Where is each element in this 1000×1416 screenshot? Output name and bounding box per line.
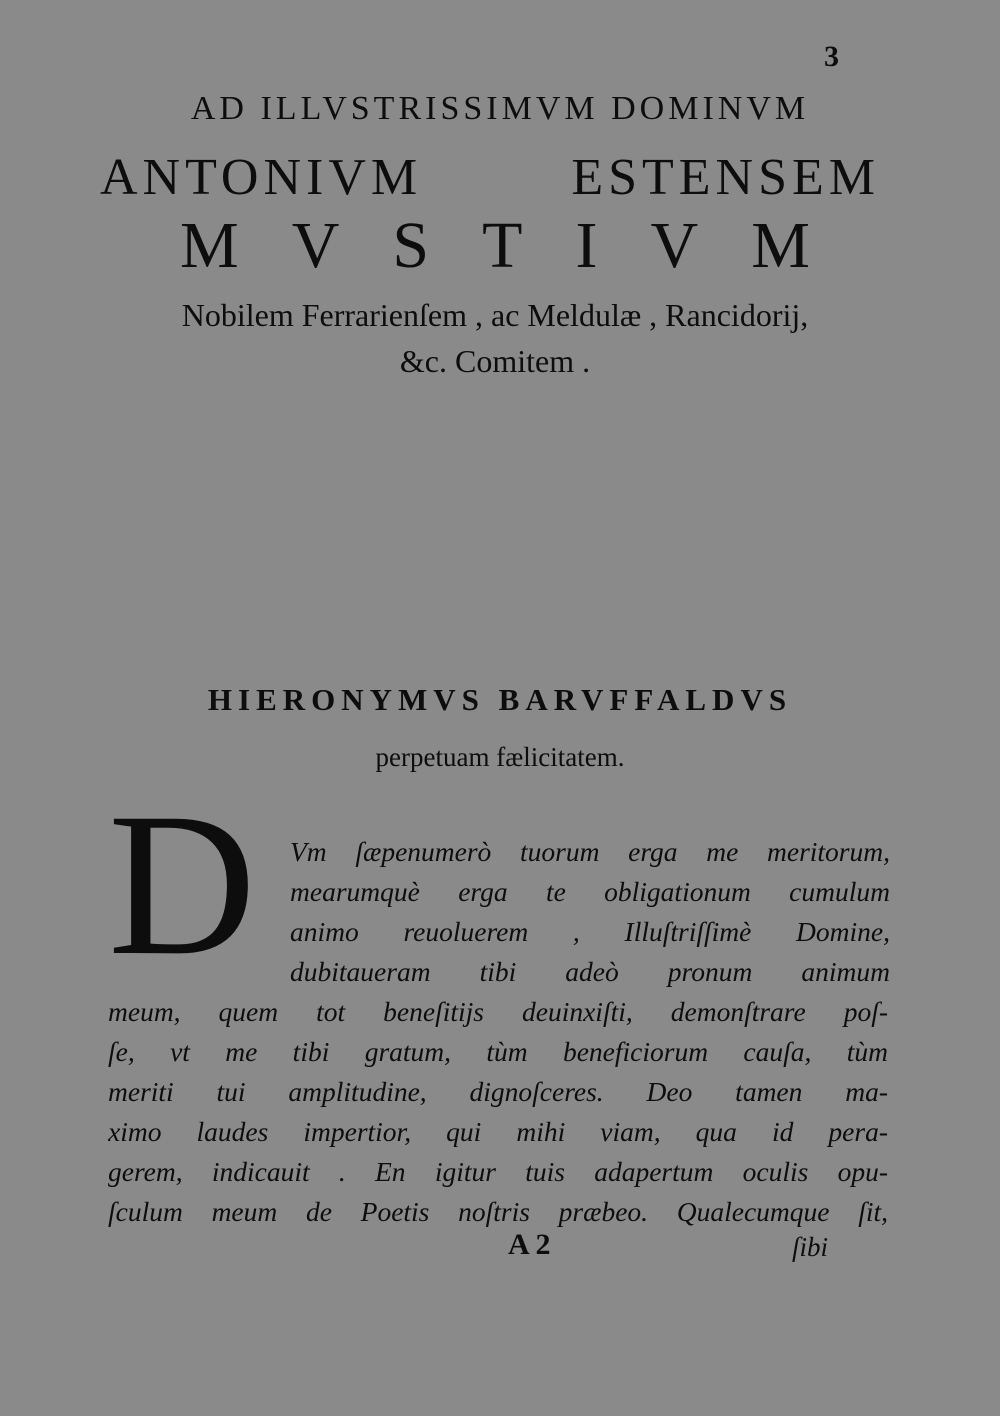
text-line: gerem, indicauit . En igitur tuis adapertum oculis opu- [108,1156,888,1187]
body-text-full [108,992,888,1232]
text-line: ſe, vt me tibi gratum, tùm beneficiorum cauſa, tùm [108,1036,888,1067]
heading-titles-line-2: &c. Comitem . [399,343,591,379]
signature-mark: A 2 [508,1228,551,1261]
heading-titles-line-1: Nobilem Ferrarienſem , ac Meldulæ , Rancidorij, [181,297,809,333]
text-line: ſculum meum de Poetis noſtris præbeo. Qualecumque ſit, [108,1196,888,1227]
author-name: HIERONYMVS BARVFFALDVS [207,682,793,717]
text-line: Vm ſæpenumerò tuorum erga me meritorum, [290,836,890,867]
text-line: meum, quem tot beneſitijs deuinxiſti, demonſtrare poſ- [108,996,888,1027]
text-line: meriti tui amplitudine, dignoſceres. Deo tamen ma- [108,1076,888,1107]
heading-letter: V [650,209,699,282]
heading-surname-spaced [180,208,810,284]
heading-name-line [100,148,880,207]
text-line: mearumquè erga te obligationum cumulum [290,876,890,907]
heading-letter: T [482,209,523,282]
heading-titles [100,292,890,384]
greeting: perpetuam fælicitatem. [375,742,625,772]
heading-letter: M [751,209,810,282]
drop-cap: D [108,771,257,998]
heading-letter: V [291,209,340,282]
heading-family-name: ESTENSEM [571,149,880,206]
heading-first-name: ANTONIVM [100,149,423,206]
body-text-indented [290,832,890,992]
heading-letter: M [180,209,239,282]
page-number: 3 [824,40,839,73]
text-line: ximo laudes impertior, qui mihi viam, qua id pera- [108,1116,888,1147]
heading-dedication-line: AD ILLVSTRISSIMVM DOMINVM [190,90,810,127]
heading-letter: S [392,209,430,282]
heading-letter: I [575,209,598,282]
text-line: dubitaueram tibi adeò pronum animum [290,956,890,987]
catchword: ſibi [792,1232,829,1262]
text-line: animo reuoluerem , Illuſtriſſimè Domine, [290,916,890,947]
